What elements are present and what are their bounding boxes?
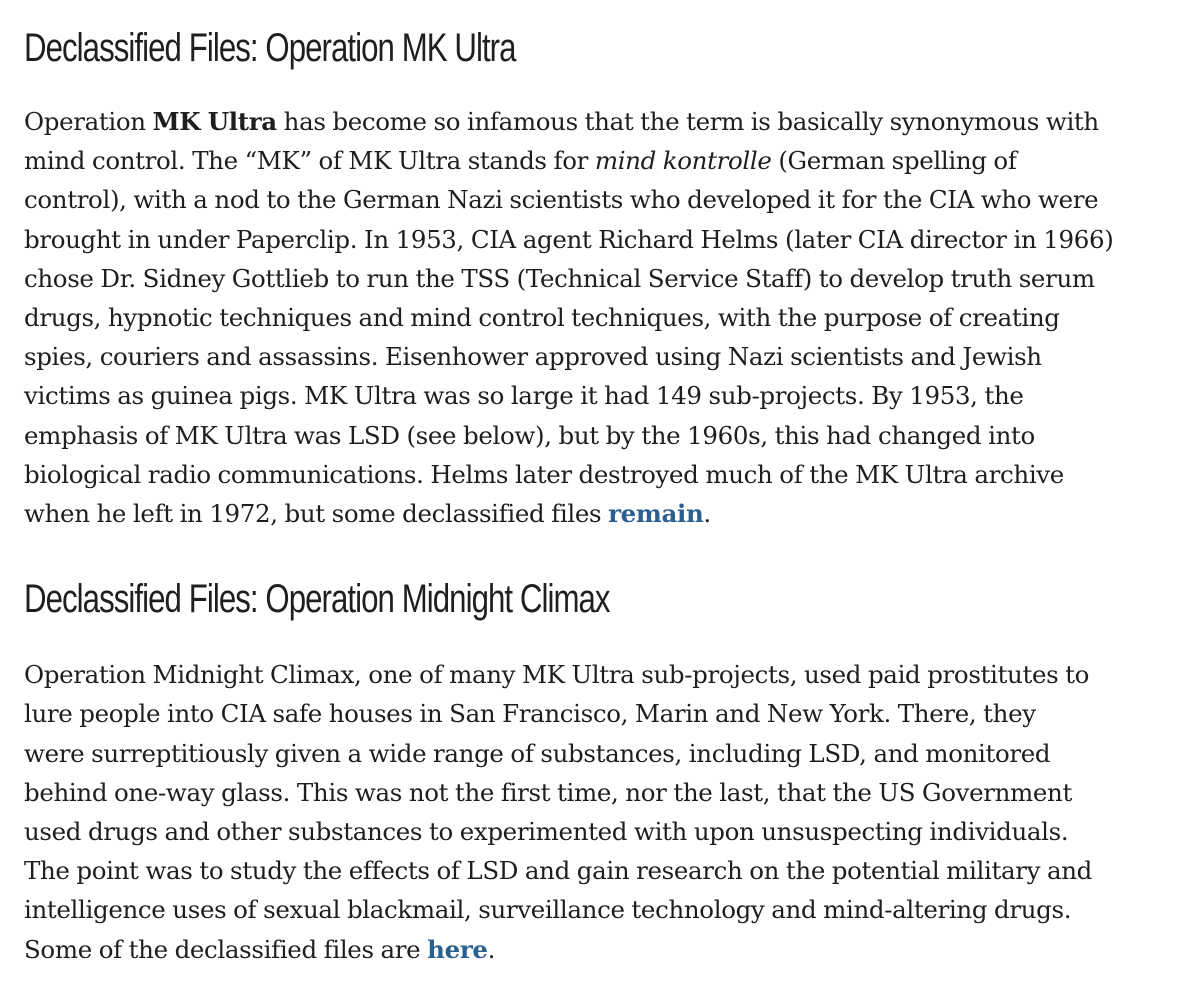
text-line: used drugs and other substances to experimented with upon unsuspecting individuals. — [24, 817, 1069, 847]
text-line: Operation MK Ultra has become so infamous that the term is basically synonymous with — [24, 107, 1099, 136]
text-line: chose Dr. Sidney Gottlieb to run the TSS (Technical Service Staff) to develop truth serum — [24, 263, 1095, 293]
section-body-midnight-climax — [24, 655, 1184, 969]
text-line: victims as guinea pigs. MK Ultra was so large it had 149 sub-projects. By 1953, the — [24, 381, 1024, 411]
section-body-mk-ultra — [24, 102, 1184, 533]
text-line: brought in under Paperclip. In 1953, CIA agent Richard Helms (later CIA director in 1966) — [24, 224, 1114, 254]
text-line: The point was to study the effects of LSD and gain research on the potential military and — [24, 856, 1092, 886]
text-line: intelligence uses of sexual blackmail, surveillance technology and mind-altering drugs. — [24, 895, 1072, 925]
text-line: Operation Midnight Climax, one of many MK Ultra sub-projects, used paid prostitutes to — [24, 660, 1090, 690]
remain-link[interactable]: remain — [608, 499, 704, 529]
article — [24, 22, 1184, 969]
mind-kontrolle-italic-term: mind kontrolle — [594, 146, 772, 176]
mk-ultra-bold-term: MK Ultra — [152, 107, 277, 136]
text-line: when he left in 1972, but some declassified files remain. — [24, 499, 711, 529]
here-link[interactable]: here — [427, 934, 488, 964]
text-line: emphasis of MK Ultra was LSD (see below), but by the 1960s, this had changed into — [24, 420, 1035, 450]
text-line: control), with a nod to the German Nazi scientists who developed it for the CIA who were — [24, 185, 1099, 215]
section-title-midnight-climax: Declassified Files: Operation Midnight Climax — [24, 577, 610, 622]
text-line: mind control. The “MK” of MK Ultra stands for mind kontrolle (German spelling of — [24, 146, 1017, 176]
text-line: were surreptitiously given a wide range of substances, including LSD, and monitored — [24, 738, 1051, 768]
section-title-mk-ultra: Declassified Files: Operation MK Ultra — [24, 26, 516, 70]
text-line: lure people into CIA safe houses in San Francisco, Marin and New York. There, they — [24, 699, 1036, 729]
text-line: drugs, hypnotic techniques and mind control techniques, with the purpose of creating — [24, 303, 1060, 333]
text-line: behind one-way glass. This was not the first time, nor the last, that the US Government — [24, 777, 1072, 807]
text-line: spies, couriers and assassins. Eisenhower approved using Nazi scientists and Jewish — [24, 342, 1042, 372]
text-line: Some of the declassified files are here. — [24, 934, 496, 964]
text-line: biological radio communications. Helms later destroyed much of the MK Ultra archive — [24, 459, 1064, 489]
